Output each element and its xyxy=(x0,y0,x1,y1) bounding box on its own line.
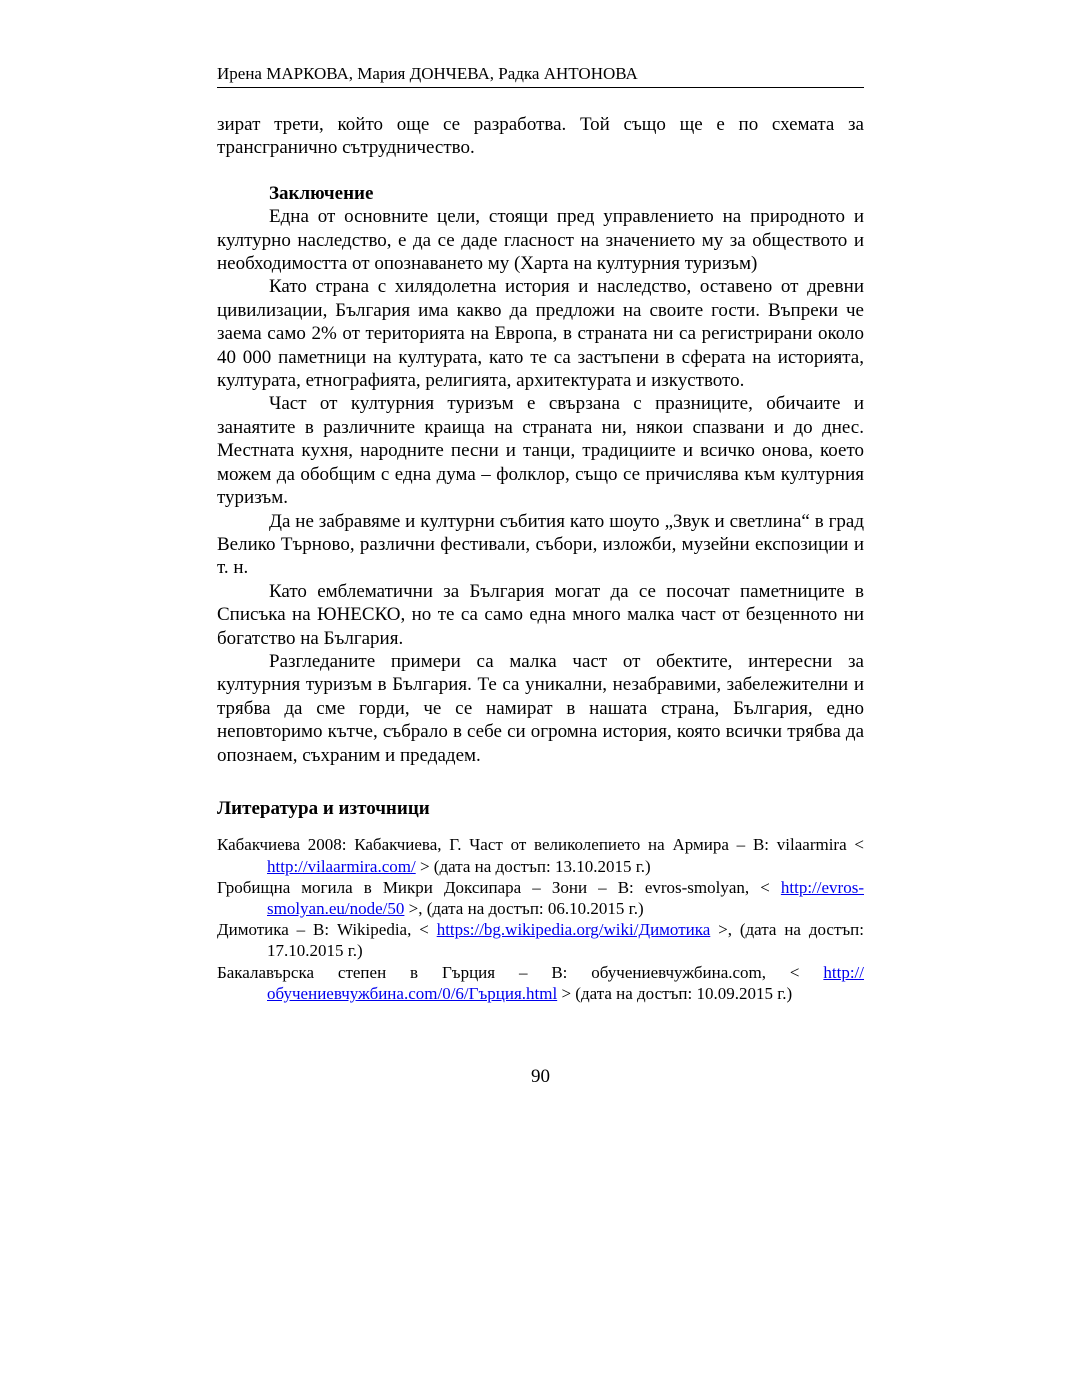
reference-text: Бакалавърска степен в Гърция – В: обучениевчужбина.com, < xyxy=(217,962,824,982)
conclusion-heading: Заключение xyxy=(269,182,374,204)
conclusion-paragraph: Една от основните цели, стоящи пред управлението на природното и културно наследство, е да се даде гласност на значението му за обществото и необходимостта от опознаването му (Харта на културния туризъм) xyxy=(217,206,864,275)
reference-text: Гробищна могила в Микри Доксипара – Зони – В: evros-smolyan, < xyxy=(217,877,781,897)
reference-access-date: >, (дата на достъп: 17.10.2015 г.) xyxy=(267,920,864,961)
reference-item xyxy=(217,877,864,919)
reference-item xyxy=(217,962,864,1004)
intro-paragraph: зират трети, който още се разработва. Той също ще е по схемата за трансгранично сътрудничество. xyxy=(217,114,864,159)
conclusion-paragraph: Като страна с хилядолетна история и наследство, оставено от древни цивилизации, България има какво да предложи на своите гости. Въпреки че заема само 2% от територията на Европа, в страната ни са регистрирани около 40 000 паметници на културата, като те са застъпени в сферата на историята, културата, етнографията, религията, архитектурата и изкуството. xyxy=(217,276,864,392)
running-header xyxy=(217,63,864,88)
reference-text: Димотика – В: Wikipedia, < xyxy=(217,920,437,940)
conclusion-paragraph: Част от културния туризъм е свързана с празниците, обичаите и занаятите в различните краища на страната ни, някои спазвани и до днес. Местната кухня, народните песни и танци, традициите и всичко онова, което можем да обобщим с една дума – фолклор, също се причислява към културния туризъм. xyxy=(217,393,864,509)
reference-list xyxy=(217,834,864,1004)
reference-access-date: > (дата на достъп: 13.10.2015 г.) xyxy=(415,856,651,876)
reference-link[interactable]: http://evros-smolyan.eu/node/50 xyxy=(267,877,864,918)
reference-access-date: >, (дата на достъп: 06.10.2015 г.) xyxy=(404,898,644,918)
header-authors: Ирена МАРКОВА, Мария ДОНЧЕВА, Радка АНТОНОВА xyxy=(217,64,638,83)
page-number: 90 xyxy=(531,1066,550,1087)
reference-item xyxy=(217,834,864,876)
reference-link[interactable]: http://обучениевчужбина.com/0/6/Гърция.html xyxy=(267,962,864,1003)
reference-access-date: > (дата на достъп: 10.09.2015 г.) xyxy=(557,983,793,1003)
conclusion-paragraph: Да не забравяме и културни събития като шоуто „Звук и светлина“ в град Велико Търново, различни фестивали, събори, изложби, музейни експозиции и т. н. xyxy=(217,510,864,579)
literature-heading: Литература и източници xyxy=(217,797,430,819)
reference-link[interactable]: http://vilaarmira.com/ xyxy=(267,856,416,876)
reference-link[interactable]: https://bg.wikipedia.org/wiki/Димотика xyxy=(436,920,711,940)
conclusion-paragraph: Като емблематични за България могат да се посочат паметниците в Списъка на ЮНЕСКО, но те са само една много малка част от безценното ни богатство на България. xyxy=(217,580,864,649)
reference-item xyxy=(217,919,864,961)
conclusion-paragraph: Разгледаните примери са малка част от обектите, интересни за културния туризъм в България. Те са уникални, незабравими, забележителни и трябва да сме горди, че се намират в нашата страна, България, едно неповторимо кътче, събрало в себе си огромна история, която всички трябва да опознаем, съхраним и предадем. xyxy=(217,650,864,766)
reference-text: Кабакчиева 2008: Кабакчиева, Г. Част от великолепието на Армира – В: vilaarmira < xyxy=(217,835,864,855)
page-body xyxy=(217,113,864,1004)
